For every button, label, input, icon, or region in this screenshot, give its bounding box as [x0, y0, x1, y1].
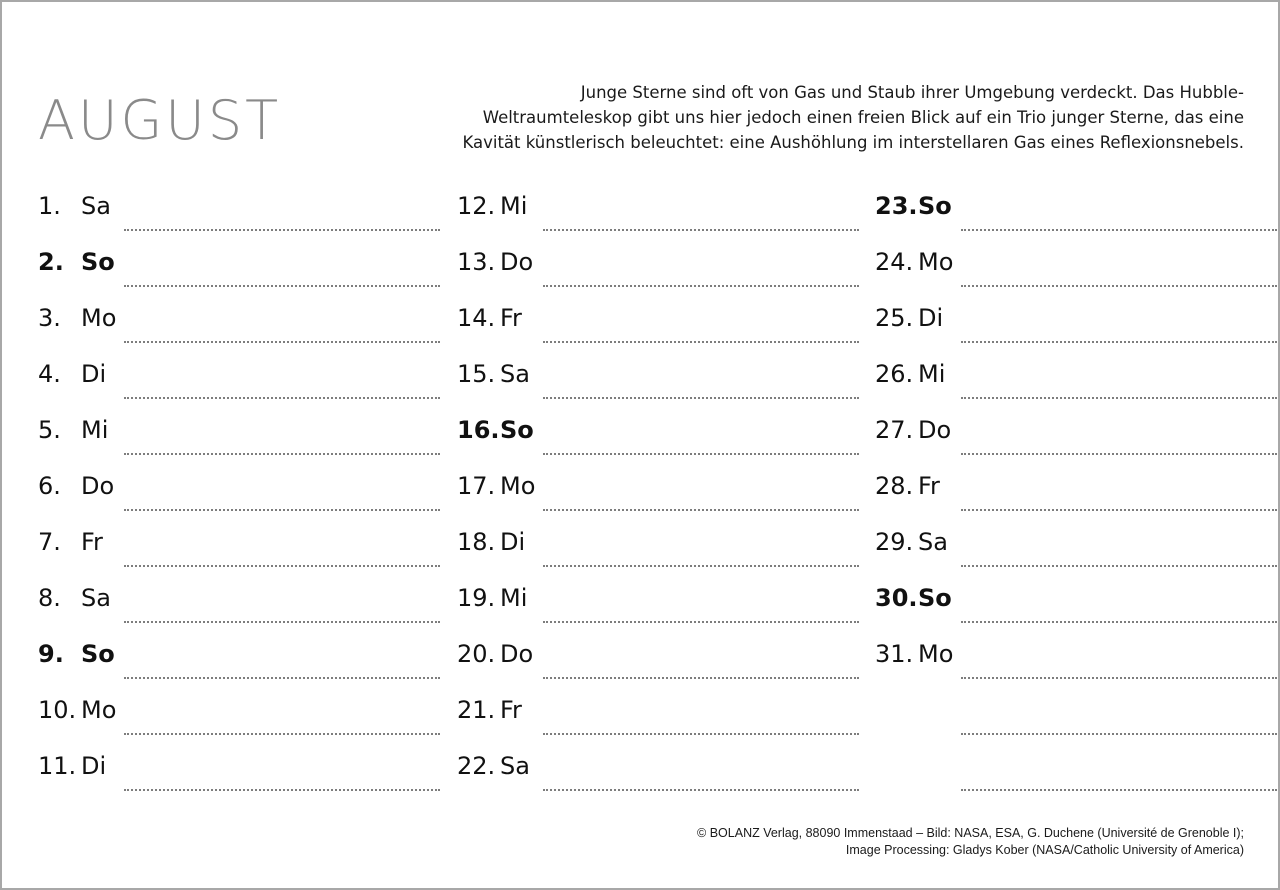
day-number: 20.: [457, 640, 496, 668]
weekday-label: Fr: [500, 696, 522, 724]
day-entry: [38, 356, 440, 412]
weekday-label: Di: [918, 304, 944, 332]
day-entry: [38, 188, 440, 244]
image-credits: [697, 825, 1244, 859]
day-entry: [457, 748, 859, 804]
weekday-label: Do: [500, 640, 534, 668]
note-line[interactable]: [124, 565, 440, 567]
weekday-label: Di: [500, 528, 526, 556]
description-line: Weltraumteleskop gibt uns hier jedoch einen freien Blick auf ein Trio junger Sterne, das eine: [482, 108, 1244, 127]
day-entry: [457, 580, 859, 636]
day-number: 15.: [457, 360, 496, 388]
weekday-label: Do: [500, 248, 534, 276]
weekday-label: Do: [81, 472, 115, 500]
weekday-label: Mo: [81, 696, 117, 724]
day-number: 22.: [457, 752, 496, 780]
note-line[interactable]: [961, 621, 1277, 623]
day-number: 13.: [457, 248, 496, 276]
weekday-label: So: [500, 416, 534, 444]
day-entry: [457, 412, 859, 468]
day-number: 12.: [457, 192, 496, 220]
weekday-label: Mo: [500, 472, 536, 500]
note-line[interactable]: [543, 733, 859, 735]
note-line[interactable]: [543, 285, 859, 287]
weekday-label: Fr: [81, 528, 103, 556]
note-line[interactable]: [124, 789, 440, 791]
note-line[interactable]: [124, 285, 440, 287]
day-number: 30.: [875, 584, 918, 612]
month-title: AUGUST: [38, 89, 282, 152]
day-entry: [38, 468, 440, 524]
note-line[interactable]: [961, 397, 1277, 399]
day-entry: [875, 300, 1277, 356]
weekday-label: Fr: [500, 304, 522, 332]
day-entry: [875, 524, 1277, 580]
day-entry: [38, 524, 440, 580]
weekday-label: Fr: [918, 472, 940, 500]
note-line[interactable]: [961, 453, 1277, 455]
day-entry: [875, 468, 1277, 524]
note-line[interactable]: [543, 397, 859, 399]
day-entry: [875, 188, 1277, 244]
note-line[interactable]: [124, 453, 440, 455]
note-line[interactable]: [124, 733, 440, 735]
day-number: 16.: [457, 416, 500, 444]
weekday-label: Sa: [500, 360, 530, 388]
day-entry: [875, 244, 1277, 300]
day-entry: [38, 580, 440, 636]
note-line[interactable]: [543, 341, 859, 343]
day-number: 8.: [38, 584, 61, 612]
day-entry: [457, 356, 859, 412]
note-line[interactable]: [961, 229, 1277, 231]
weekday-label: Sa: [81, 192, 111, 220]
day-number: 3.: [38, 304, 61, 332]
note-line[interactable]: [961, 509, 1277, 511]
weekday-label: Mo: [918, 248, 954, 276]
weekday-label: So: [918, 584, 952, 612]
day-number: 11.: [38, 752, 77, 780]
day-column-1: [38, 188, 440, 804]
day-number: 23.: [875, 192, 918, 220]
day-entry: [457, 692, 859, 748]
note-line[interactable]: [124, 621, 440, 623]
note-line[interactable]: [124, 229, 440, 231]
day-number: 7.: [38, 528, 61, 556]
weekday-label: So: [81, 248, 115, 276]
day-number: 24.: [875, 248, 914, 276]
day-column-3: [875, 188, 1277, 804]
note-line[interactable]: [543, 621, 859, 623]
day-entry: [38, 412, 440, 468]
note-line[interactable]: [961, 565, 1277, 567]
weekday-label: So: [81, 640, 115, 668]
day-entry: [875, 356, 1277, 412]
weekday-label: Mi: [81, 416, 109, 444]
day-entry: [38, 636, 440, 692]
note-line[interactable]: [124, 397, 440, 399]
day-entry: [38, 244, 440, 300]
weekday-label: Mo: [918, 640, 954, 668]
weekday-label: Mo: [81, 304, 117, 332]
description-line: Junge Sterne sind oft von Gas und Staub ihrer Umgebung verdeckt. Das Hubble-: [580, 83, 1244, 102]
image-description: [444, 80, 1244, 155]
day-number: 26.: [875, 360, 914, 388]
weekday-label: Mi: [918, 360, 946, 388]
day-entry: [875, 412, 1277, 468]
day-entry: [457, 300, 859, 356]
day-entry: [38, 748, 440, 804]
day-entry: [457, 636, 859, 692]
day-number: 18.: [457, 528, 496, 556]
note-line[interactable]: [961, 285, 1277, 287]
day-number: 27.: [875, 416, 914, 444]
note-line[interactable]: [961, 789, 1277, 791]
day-number: 6.: [38, 472, 61, 500]
day-number: 9.: [38, 640, 64, 668]
weekday-label: So: [918, 192, 952, 220]
note-line[interactable]: [124, 341, 440, 343]
weekday-label: Di: [81, 752, 107, 780]
day-entry: [457, 244, 859, 300]
day-number: 5.: [38, 416, 61, 444]
blank-entry: [875, 692, 1277, 748]
credit-line: © BOLANZ Verlag, 88090 Immenstaad – Bild: NASA, ESA, G. Duchene (Université de Grenoble I);: [697, 826, 1244, 840]
day-number: 14.: [457, 304, 496, 332]
day-number: 19.: [457, 584, 496, 612]
day-number: 31.: [875, 640, 914, 668]
day-number: 4.: [38, 360, 61, 388]
note-line[interactable]: [124, 677, 440, 679]
weekday-label: Do: [918, 416, 952, 444]
day-number: 25.: [875, 304, 914, 332]
note-line[interactable]: [543, 229, 859, 231]
weekday-label: Sa: [81, 584, 111, 612]
day-column-2: [457, 188, 859, 804]
note-line[interactable]: [961, 341, 1277, 343]
note-line[interactable]: [961, 677, 1277, 679]
note-line[interactable]: [124, 509, 440, 511]
day-number: 1.: [38, 192, 61, 220]
blank-entry: [875, 748, 1277, 804]
note-line[interactable]: [543, 677, 859, 679]
day-entry: [875, 580, 1277, 636]
weekday-label: Sa: [500, 752, 530, 780]
day-entry: [457, 188, 859, 244]
day-entry: [38, 692, 440, 748]
day-entry: [457, 524, 859, 580]
day-entry: [457, 468, 859, 524]
weekday-label: Mi: [500, 584, 528, 612]
weekday-label: Di: [81, 360, 107, 388]
weekday-label: Sa: [918, 528, 948, 556]
day-number: 2.: [38, 248, 64, 276]
note-line[interactable]: [543, 565, 859, 567]
note-line[interactable]: [543, 509, 859, 511]
day-number: 17.: [457, 472, 496, 500]
credit-line: Image Processing: Gladys Kober (NASA/Catholic University of America): [845, 843, 1244, 857]
weekday-label: Mi: [500, 192, 528, 220]
note-line[interactable]: [543, 453, 859, 455]
note-line[interactable]: [961, 733, 1277, 735]
day-number: 21.: [457, 696, 496, 724]
day-number: 28.: [875, 472, 914, 500]
description-line: Kavität künstlerisch beleuchtet: eine Aushöhlung im interstellaren Gas eines Reflexionsnebels.: [462, 133, 1244, 152]
day-number: 29.: [875, 528, 914, 556]
day-entry: [875, 636, 1277, 692]
note-line[interactable]: [543, 789, 859, 791]
day-number: 10.: [38, 696, 77, 724]
day-entry: [38, 300, 440, 356]
